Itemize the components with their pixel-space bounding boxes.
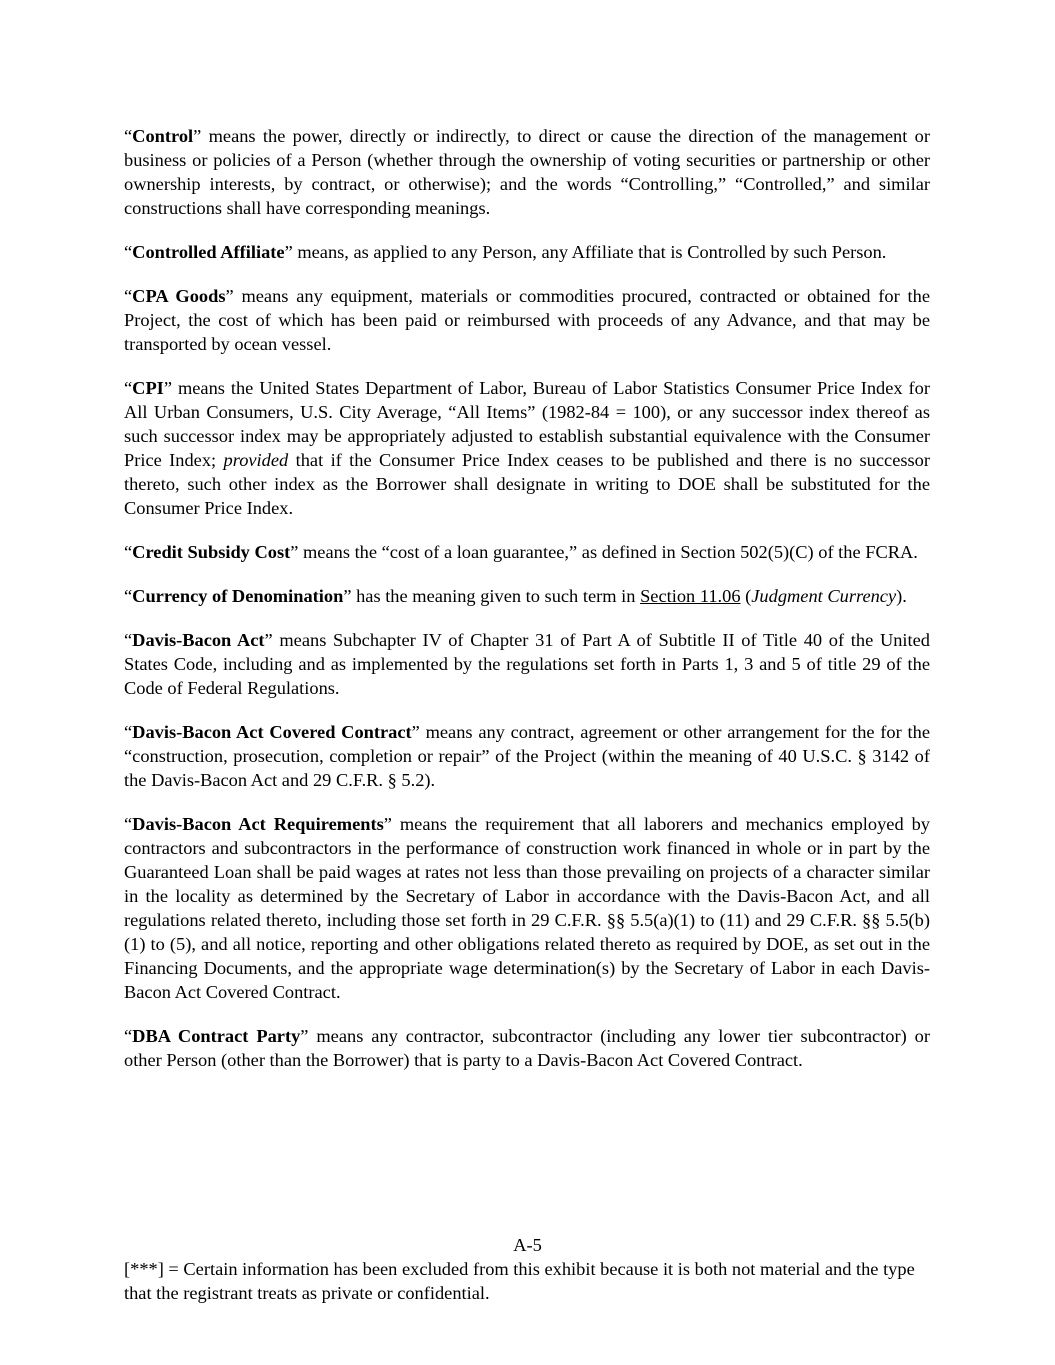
definition-text: ” means the United States Department of Labor, Bureau of Labor Statistics Consumer Price Index for All Urban Consumers, U.S. City Average, “All Items” (1982-84 = 100), or any successor index thereof as such successor index may be appropriately adjusted to establish substantial equivalence with the Consumer Price Index; <box>124 378 930 470</box>
defined-term: DBA Contract Party <box>132 1026 301 1046</box>
open-quote: “ <box>124 242 133 262</box>
open-quote: “ <box>124 814 133 834</box>
defined-term: Control <box>132 126 194 146</box>
definition-text: ” means the power, directly or indirectly, to direct or cause the direction of the management or business or policies of a Person (whether through the ownership of voting securities or partnership or other ownership interests, by contract, or otherwise); and the words “Controlling,” “Controlled,” and similar constructions shall have corresponding meanings. <box>124 126 930 218</box>
definition-credit-subsidy-cost <box>124 540 930 564</box>
definition-davis-bacon-act-covered-contract <box>124 720 930 792</box>
confidentiality-footnote: [***] = Certain information has been excluded from this exhibit because it is both not material and the type that the registrant treats as private or confidential. <box>124 1259 915 1303</box>
defined-term: Controlled Affiliate <box>132 242 285 262</box>
italic-heading-reference: Judgment Currency <box>751 586 897 606</box>
definition-text: that if the Consumer Price Index ceases to be published and there is no successor thereto, such other index as the Borrower shall designate in writing to DOE shall be substituted for the Consumer Price Index. <box>124 450 930 518</box>
page-number: A-5 <box>513 1235 542 1255</box>
definition-cpa-goods <box>124 284 930 356</box>
definition-davis-bacon-act-requirements <box>124 812 930 1004</box>
definition-text: ). <box>896 586 907 606</box>
definition-controlled-affiliate <box>124 240 930 264</box>
definition-currency-of-denomination <box>124 584 930 608</box>
definition-text: ” means any contractor, subcontractor (including any lower tier subcontractor) or other Person (other than the Borrower) that is party to a Davis-Bacon Act Covered Contract. <box>124 1026 930 1070</box>
open-quote: “ <box>124 286 133 306</box>
definition-text: ” means any contract, agreement or other arrangement for the for the “construction, prosecution, completion or repair” of the Project (within the meaning of 40 U.S.C. § 3142 of the Davis-Bacon Act and 29 C.F.R. § 5.2). <box>124 722 930 790</box>
defined-term: CPA Goods <box>132 286 226 306</box>
open-quote: “ <box>124 630 133 650</box>
defined-term: Davis-Bacon Act Covered Contract <box>132 722 412 742</box>
italic-proviso: provided <box>223 450 289 470</box>
defined-term: Davis-Bacon Act <box>132 630 265 650</box>
definition-text: ” means the requirement that all laborers and mechanics employed by contractors and subcontractors in the performance of construction work financed in whole or in part by the Guaranteed Loan shall be paid wages at rates not less than those prevailing on projects of a character similar in the locality as determined by the Secretary of Labor in accordance with the Davis-Bacon Act, and all regulations related thereto, including those set forth in 29 C.F.R. §§ 5.5(a)(1) to (11) and 29 C.F.R. §§ 5.5(b)(1) to (5), and all notice, reporting and other obligations related thereto as required by DOE, as set out in the Financing Documents, and the appropriate wage determination(s) by the Secretary of Labor in each Davis-Bacon Act Covered Contract. <box>124 814 931 1002</box>
definition-text: ” means, as applied to any Person, any Affiliate that is Controlled by such Person. <box>284 242 887 262</box>
section-reference: Section 11.06 <box>640 586 741 606</box>
document-body <box>124 124 930 1092</box>
open-quote: “ <box>124 542 133 562</box>
open-quote: “ <box>124 126 133 146</box>
definition-text: ” means any equipment, materials or commodities procured, contracted or obtained for the Project, the cost of which has been paid or reimbursed with proceeds of any Advance, and that may be transported by ocean vessel. <box>124 286 930 354</box>
defined-term: CPI <box>132 378 164 398</box>
definition-control <box>124 124 930 220</box>
definition-text: ( <box>740 586 752 606</box>
open-quote: “ <box>124 378 133 398</box>
defined-term: Credit Subsidy Cost <box>132 542 291 562</box>
open-quote: “ <box>124 1026 133 1046</box>
definition-dba-contract-party <box>124 1024 930 1072</box>
definition-davis-bacon-act <box>124 628 930 700</box>
definition-text: ” has the meaning given to such term in <box>343 586 641 606</box>
defined-term: Currency of Denomination <box>132 586 344 606</box>
open-quote: “ <box>124 586 133 606</box>
defined-term: Davis-Bacon Act Requirements <box>132 814 384 834</box>
definition-cpi <box>124 376 930 520</box>
definition-text: ” means the “cost of a loan guarantee,” as defined in Section 502(5)(C) of the FCRA. <box>290 542 918 562</box>
open-quote: “ <box>124 722 133 742</box>
definition-text: ” means Subchapter IV of Chapter 31 of Part A of Subtitle II of Title 40 of the United States Code, including and as implemented by the regulations set forth in Parts 1, 3 and 5 of title 29 of the Code of Federal Regulations. <box>124 630 930 698</box>
